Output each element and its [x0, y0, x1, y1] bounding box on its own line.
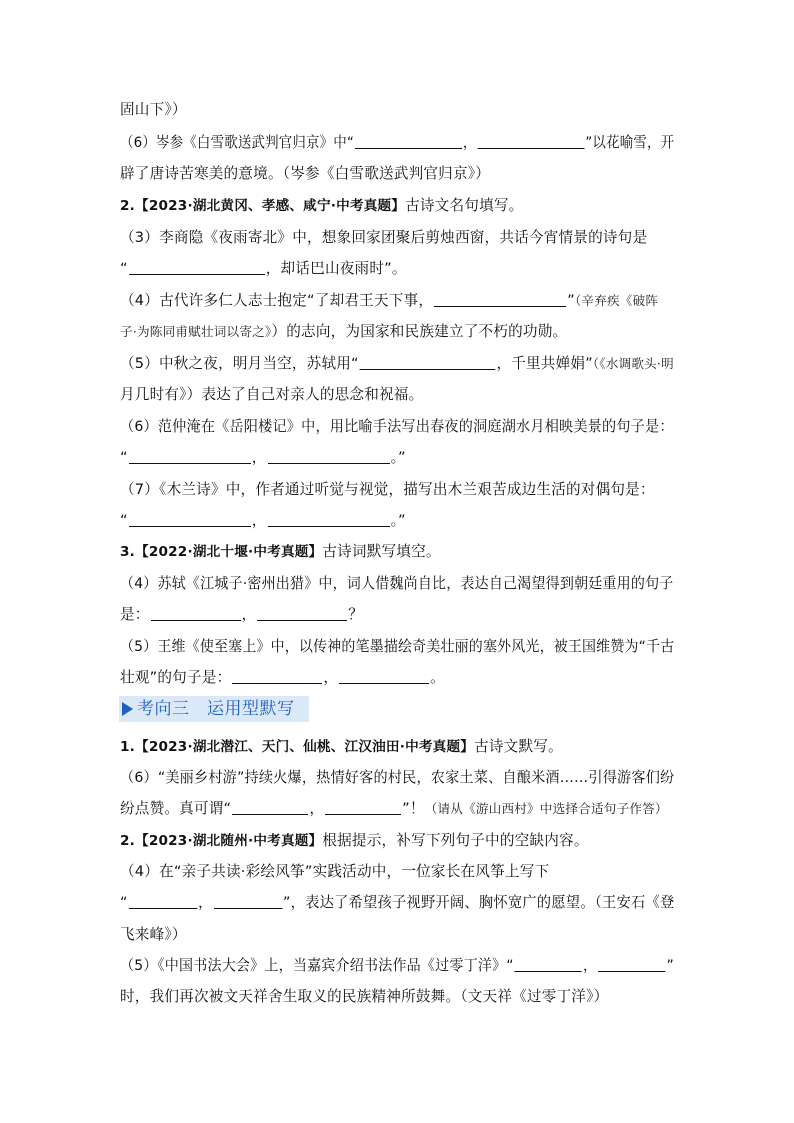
fill-blank[interactable]	[129, 894, 198, 909]
fill-blank[interactable]	[598, 957, 665, 972]
line-2: （6）岑参《白雪歌送武判官归京》中“ ， ”以花喻雪，开	[120, 134, 675, 151]
fill-blank[interactable]	[129, 260, 265, 275]
line-19: 壮观”的句子是： ， 。	[120, 669, 445, 686]
fill-blank[interactable]	[151, 606, 241, 621]
question-header: 2.【2023·湖北随州·中考真题】根据提示，补写下列句子中的空缺内容。	[120, 832, 589, 849]
fill-blank[interactable]	[214, 894, 283, 909]
section-title: 考向三 运用型默写	[137, 699, 295, 719]
line-25: “ ， ”，表达了希望孩子视野开阔、胸怀宽广的愿望。（王安石《登	[120, 894, 675, 911]
line-21: （6）“美丽乡村游”持续火爆，热情好客的村民，农家土菜、自酿米酒……引得游客们纷	[120, 769, 675, 786]
fill-blank[interactable]	[515, 957, 582, 972]
fill-blank[interactable]	[339, 669, 429, 684]
line-9: （5）中秋之夜，明月当空，苏轼用“ ，千里共婵娟”（《水调歌头·明	[120, 355, 674, 372]
line-10: 月几时有》）表达了自己对亲人的思念和祝福。	[120, 386, 424, 403]
fill-blank[interactable]	[355, 134, 462, 149]
line-13: （7）《木兰诗》中，作者通过听觉与视觉，描写出木兰艰苦成边生活的对偶句是：	[120, 481, 655, 498]
line-6: “ ，却话巴山夜雨时”。	[120, 260, 407, 277]
line-11: （6）范仲淹在《岳阳楼记》中，用比喻手法写出春夜的洞庭湖水月相映美景的句子是：	[120, 418, 674, 435]
line-26: 飞来峰》）	[120, 926, 187, 943]
fill-blank[interactable]	[268, 449, 390, 464]
line-8: 子·为陈同甫赋壮词以寄之》）的志向，为国家和民族建立了不朽的功勋。	[120, 323, 568, 340]
line-27: （5）《中国书法大会》上，当嘉宾介绍书法作品《过零丁洋》“ ， ”	[120, 957, 674, 974]
question-header: 3.【2022·湖北十堰·中考真题】古诗词默写填空。	[120, 543, 441, 560]
fill-blank[interactable]	[232, 800, 308, 815]
fill-blank[interactable]	[360, 355, 496, 370]
line-22: 纷点赞。真可谓“ ， ”！（请从《游山西村》中选择合适句子作答）	[120, 800, 668, 817]
fill-blank[interactable]	[129, 512, 251, 527]
fill-blank[interactable]	[325, 800, 401, 815]
line-3: 辟了唐诗苦寒美的意境。（岑参《白雪歌送武判官归京》）	[120, 165, 491, 182]
fill-blank[interactable]	[268, 512, 390, 527]
question-header: 1.【2023·湖北潜江、天门、仙桃、江汉油田·中考真题】古诗文默写。	[120, 738, 563, 755]
triangle-right-icon	[122, 702, 133, 716]
line-12: “ ， 。”	[120, 449, 406, 466]
fill-blank[interactable]	[477, 134, 584, 149]
question-header: 2.【2023·湖北黄冈、孝感、咸宁·中考真题】古诗文名句填写。	[120, 197, 524, 214]
line-1: 固山下》）	[120, 101, 187, 118]
line-7: （4）古代许多仁人志士抱定“了却君王天下事， ”（辛弃疾《破阵	[120, 292, 659, 309]
fill-blank[interactable]	[434, 292, 566, 307]
section-banner	[119, 696, 309, 722]
fill-blank[interactable]	[129, 449, 251, 464]
fill-blank[interactable]	[232, 669, 322, 684]
line-28: 时，我们再次被文天祥舍生取义的民族精神所鼓舞。（文天祥《过零丁洋》）	[120, 988, 609, 1005]
fill-blank[interactable]	[257, 606, 347, 621]
line-18: （5）王维《使至塞上》中，以传神的笔墨描绘奇美壮丽的塞外风光，被王国维赞为“千古	[120, 638, 675, 655]
line-5: （3）李商隐《夜雨寄北》中，想象回家团聚后剪烛西窗，共话今宵情景的诗句是	[120, 229, 648, 246]
line-17: 是： ， ？	[120, 606, 364, 623]
line-24: （4）在“亲子共读·彩绘风筝”实践活动中，一位家长在风筝上写下	[120, 863, 550, 880]
line-16: （4）苏轼《江城子·密州出猎》中，词人借魏尚自比，表达自己渴望得到朝廷重用的句子	[120, 575, 674, 592]
line-14: “ ， 。”	[120, 512, 406, 529]
